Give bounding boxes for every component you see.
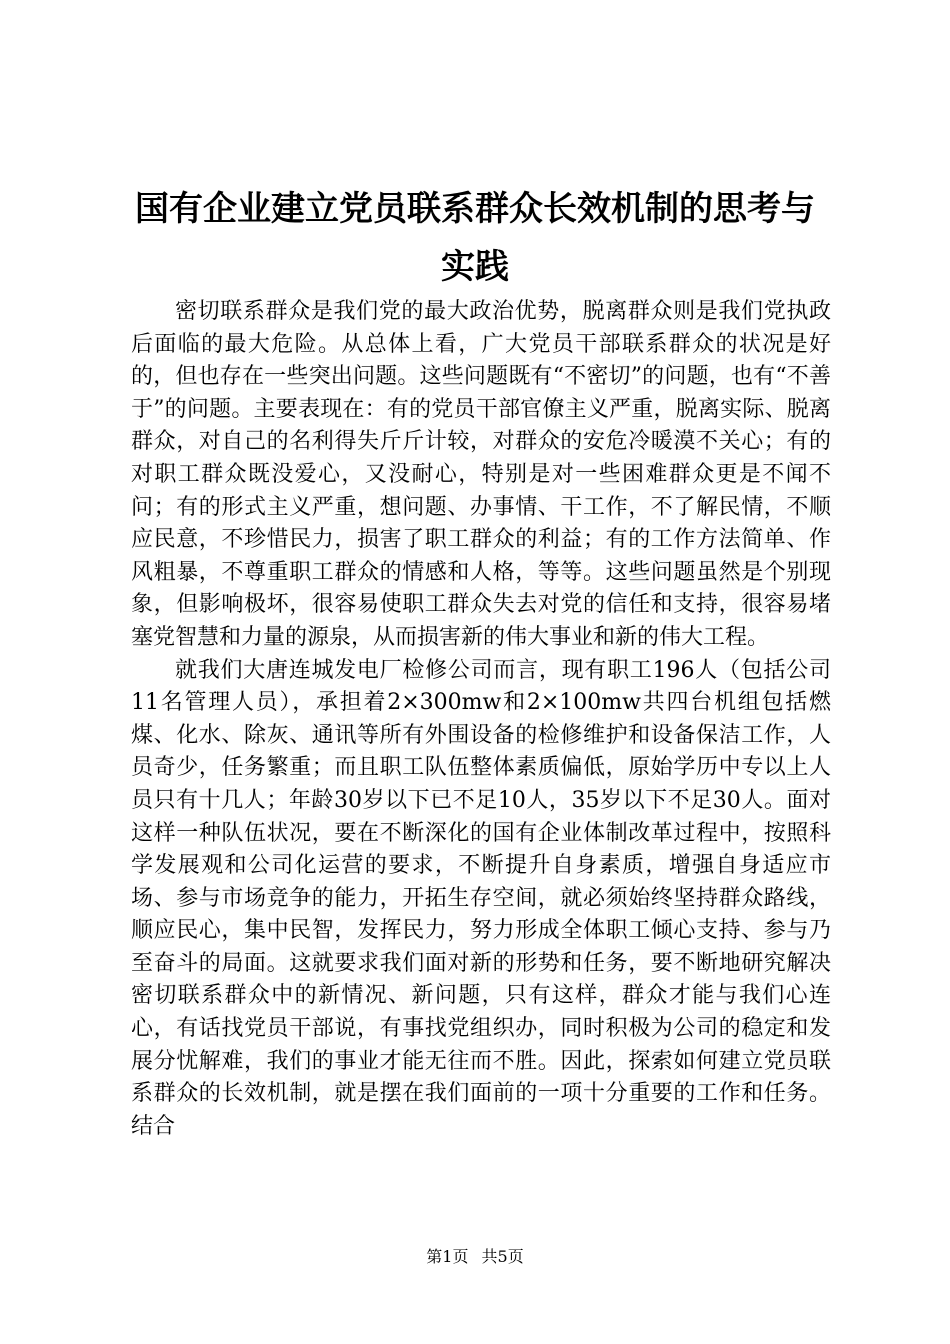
page-footer	[0, 1244, 950, 1267]
title-line-2: 实践	[441, 247, 509, 287]
page-number: 第1页	[426, 1247, 469, 1266]
title-line-1: 国有企业建立党员联系群众长效机制的思考与	[135, 189, 815, 229]
document-body	[131, 296, 831, 1143]
paragraph-2: 就我们大唐连城发电厂检修公司而言，现有职工196人（包括公司11名管理人员），承担着2×300mw和2×100mw共四台机组包括燃煤、化水、除灰、通讯等所有外围设备的检修维护和设备保洁工作，人员奇少，任务繁重；而且职工队伍整体素质偏低，原始学历中专以上人员只有十几人；年龄30岁以下已不足10人，35岁以下不足30人。面对这样一种队伍状况，要在不断深化的国有企业体制改革过程中，按照科学发展观和公司化运营的要求，不断提升自身素质，增强自身适应市场、参与市场竞争的能力，开拓生存空间，就必须始终坚持群众路线，顺应民心，集中民智，发挥民力，努力形成全体职工倾心支持、参与乃至奋斗的局面。这就要求我们面对新的形势和任务，要不断地研究解决密切联系群众中的新情况、新问题，只有这样，群众才能与我们心连心，有话找党员干部说，有事找党组织办，同时积极为公司的稳定和发展分忧解难，我们的事业才能无往而不胜。因此，探索如何建立党员联系群众的长效机制，就是摆在我们面前的一项十分重要的工作和任务。结合	[131, 657, 831, 1139]
paragraph-1: 密切联系群众是我们党的最大政治优势，脱离群众则是我们党执政后面临的最大危险。从总体上看，广大党员干部联系群众的状况是好的，但也存在一些突出问题。这些问题既有“不密切”的问题，也有“不善于”的问题。主要表现在：有的党员干部官僚主义严重，脱离实际、脱离群众，对自己的名利得失斤斤计较，对群众的安危冷暖漠不关心；有的对职工群众既没爱心，又没耐心，特别是对一些困难群众更是不闻不问；有的形式主义严重，想问题、办事情、干工作，不了解民情，不顺应民意，不珍惜民力，损害了职工群众的利益；有的工作方法简单、作风粗暴，不尊重职工群众的情感和人格，等等。这些问题虽然是个别现象，但影响极坏，很容易使职工群众失去对党的信任和支持，很容易堵塞党智慧和力量的源泉，从而损害新的伟大事业和新的伟大工程。	[131, 299, 831, 650]
page-total: 共5页	[481, 1247, 524, 1266]
document-title	[60, 180, 890, 296]
